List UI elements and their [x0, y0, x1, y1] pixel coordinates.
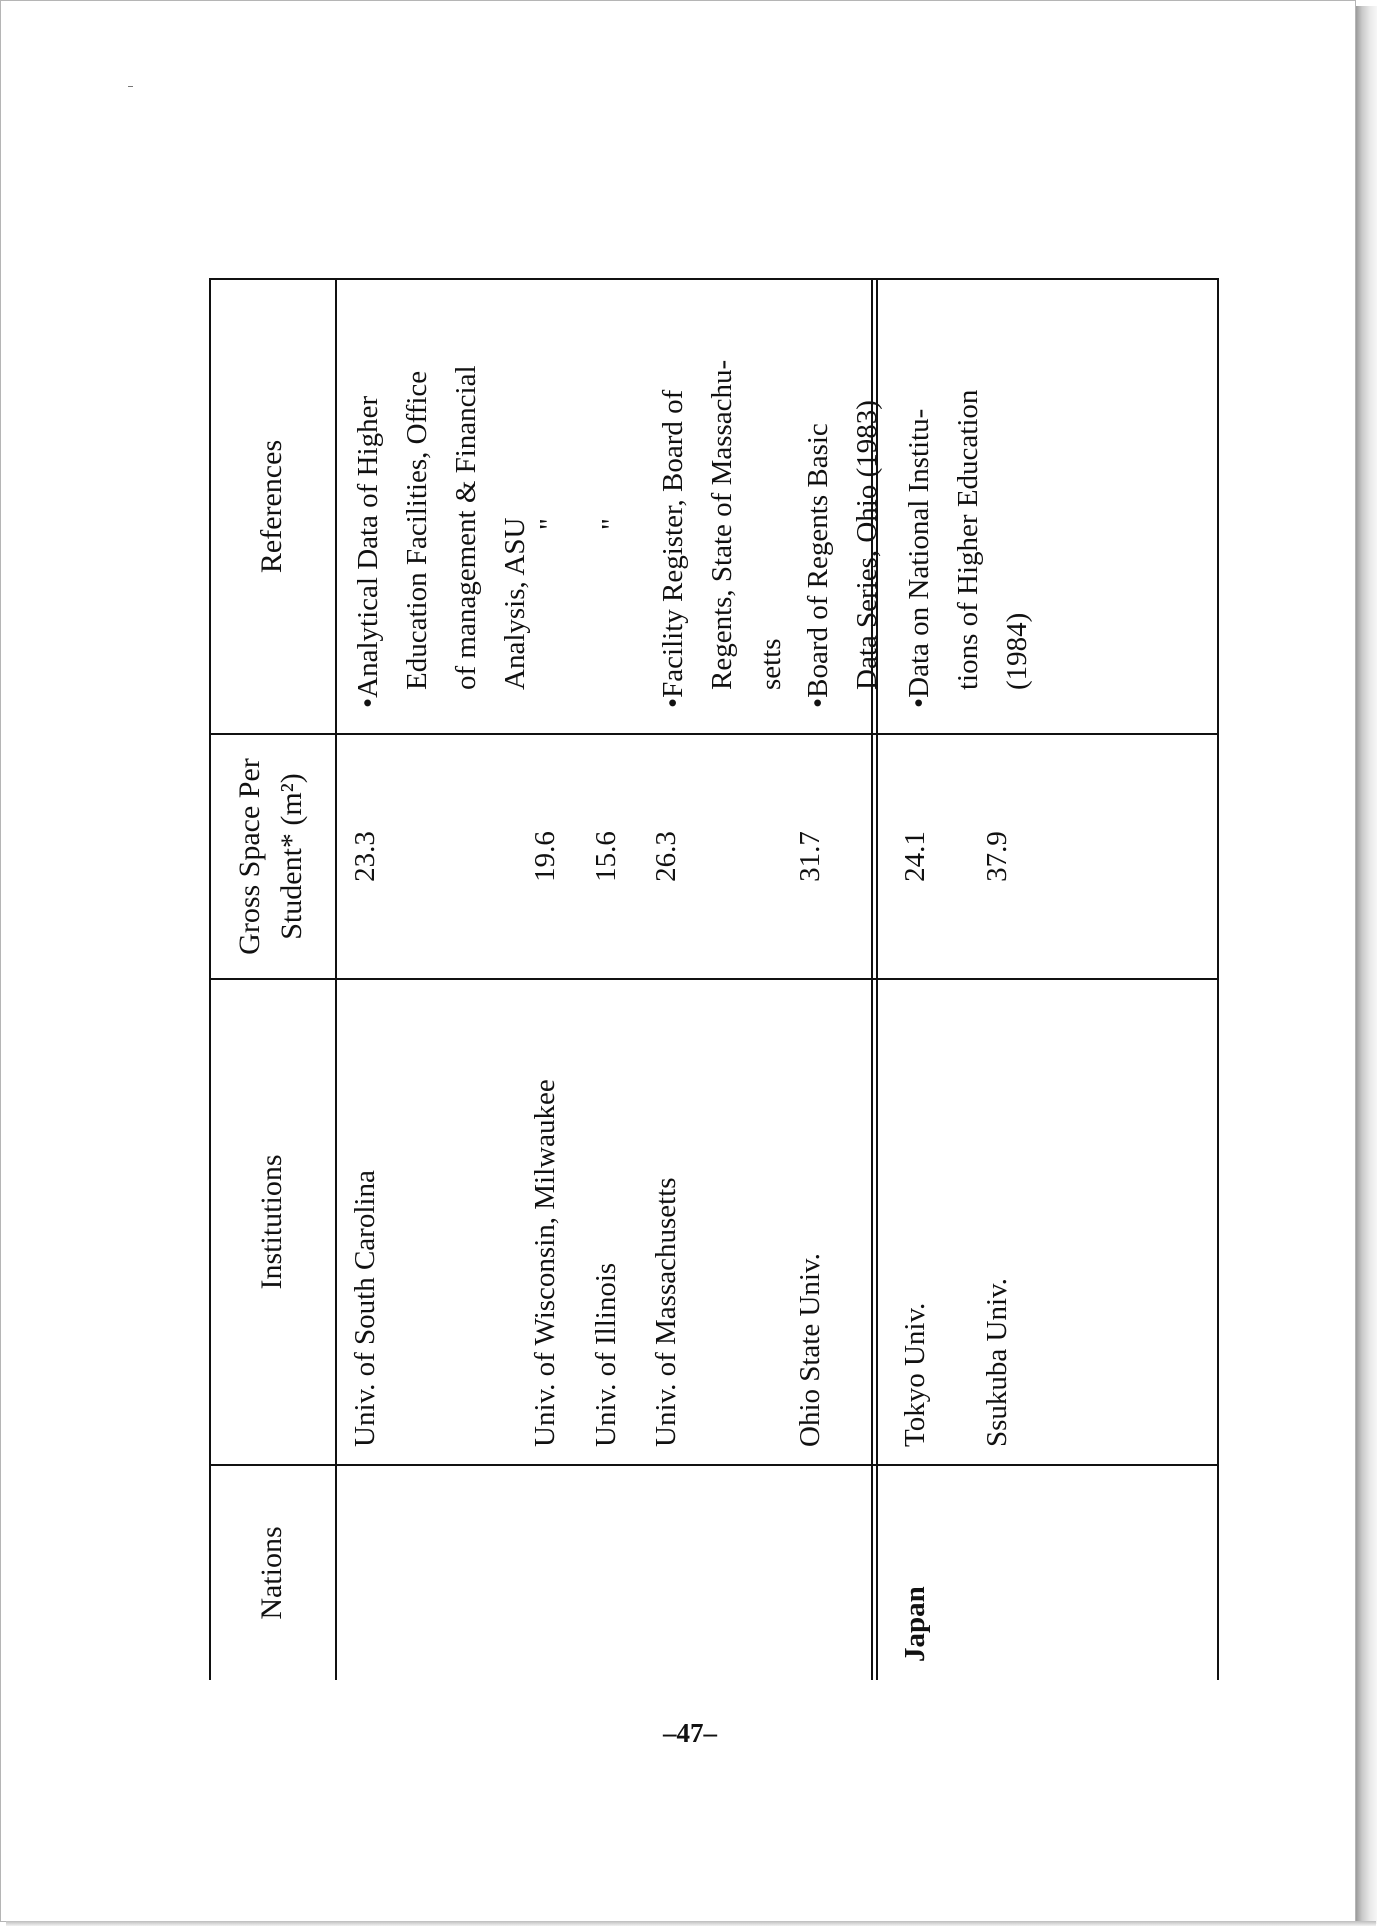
- reference-ohio-line2: Data Series, Ohio (1983): [851, 400, 883, 690]
- value-illinois: 15.6: [590, 831, 622, 882]
- header-references: References: [255, 439, 288, 574]
- institution-ssukuba: Ssukuba Univ.: [981, 1278, 1013, 1447]
- page-edge-shadow: [1356, 6, 1377, 1924]
- reference-japan: [895, 390, 1042, 708]
- reference-ohio-line1: •Board of Regents Basic: [802, 423, 834, 708]
- value-south-carolina: 23.3: [349, 831, 381, 882]
- column-divider-3: [209, 978, 1219, 980]
- reference-massachusetts-line1: •Facility Register, Board of: [657, 389, 689, 708]
- reference-massachusetts: [649, 360, 796, 708]
- header-institutions: Institutions: [255, 1154, 288, 1290]
- reference-asu-line2: Education Facilities, Office: [401, 370, 433, 690]
- table-top-border: [209, 280, 211, 1680]
- data-table: [209, 280, 1219, 1680]
- institution-massachusetts: Univ. of Massachusetts: [650, 1177, 682, 1447]
- reference-asu-line4: Analysis, ASU: [499, 517, 531, 690]
- column-divider-1: [209, 278, 1219, 280]
- value-wisconsin-milwaukee: 19.6: [529, 831, 561, 882]
- reference-ditto-2: ": [596, 518, 628, 530]
- institution-tokyo: Tokyo Univ.: [899, 1302, 931, 1447]
- institution-ohio-state: Ohio State Univ.: [794, 1253, 826, 1447]
- reference-ohio: [794, 400, 892, 708]
- value-ohio-state: 31.7: [794, 831, 826, 882]
- reference-japan-line1: •Data on National Institu-: [903, 408, 935, 708]
- reference-massachusetts-line2: Regents, State of Massachu-: [706, 359, 738, 690]
- page-number: –47–: [663, 1718, 717, 1748]
- reference-japan-line3: (1984): [1001, 612, 1033, 690]
- value-ssukuba: 37.9: [981, 831, 1013, 882]
- value-massachusetts: 26.3: [650, 831, 682, 882]
- institution-illinois: Univ. of Illinois: [590, 1262, 622, 1447]
- value-tokyo: 24.1: [899, 831, 931, 882]
- institution-wisconsin-milwaukee: Univ. of Wisconsin, Milwaukee: [529, 1079, 561, 1447]
- header-gross-space-line1: Gross Space Per: [233, 758, 266, 955]
- scan-speck: [128, 86, 133, 87]
- reference-asu-line3: of management & Financial: [450, 365, 482, 690]
- header-bottom-border: [335, 280, 337, 1680]
- reference-asu: [344, 365, 540, 708]
- reference-japan-line2: tions of Higher Education: [952, 389, 984, 690]
- reference-ditto-1: ": [534, 518, 566, 530]
- reference-massachusetts-line3: setts: [755, 638, 787, 690]
- nation-japan: Japan: [899, 1586, 931, 1662]
- header-nations: Nations: [255, 1526, 288, 1620]
- reference-asu-line1: •Analytical Data of Higher: [352, 395, 384, 708]
- institution-south-carolina: Univ. of South Carolina: [349, 1170, 381, 1447]
- column-divider-2: [209, 1464, 1219, 1466]
- table-bottom-border: [1217, 280, 1219, 1680]
- page-bottom-shadow: [6, 1921, 1376, 1926]
- header-gross-space-line2: Student* (m²): [275, 773, 308, 940]
